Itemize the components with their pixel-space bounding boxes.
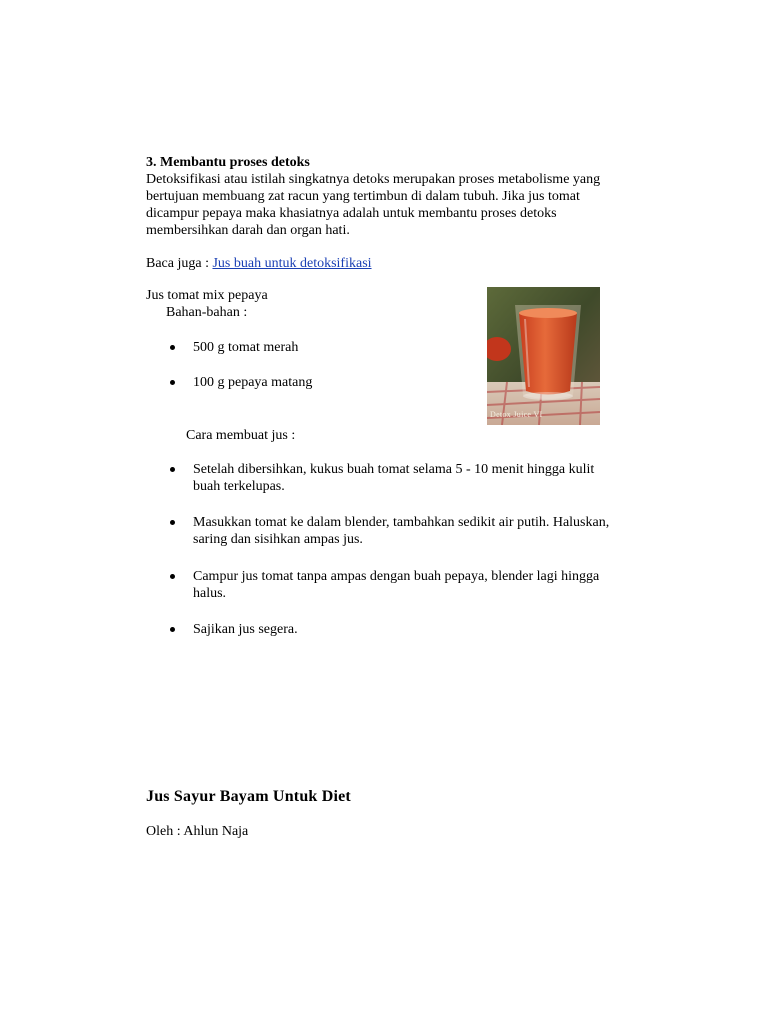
article-title: Jus Sayur Bayam Untuk Diet (146, 788, 351, 805)
read-also-link[interactable]: Jus buah untuk detoksifikasi (212, 256, 372, 271)
ingredient-text: 100 g pepaya matang (193, 375, 313, 390)
list-item (170, 621, 660, 638)
bullet-icon (170, 345, 175, 350)
list-item (170, 514, 660, 548)
bullet-icon (170, 627, 175, 632)
read-also-prefix: Baca juga : (146, 256, 213, 271)
step-text: Sajikan jus segera. (193, 622, 298, 637)
list-item (170, 461, 660, 495)
step-text: Campur jus tomat tanpa ampas dengan buah pepaya, blender lagi hingga (193, 569, 600, 584)
bullet-icon (170, 467, 175, 472)
bullet-icon (170, 520, 175, 525)
step-text: buah terkelupas. (193, 479, 285, 494)
step-text: Setelah dibersihkan, kukus buah tomat selama 5 - 10 menit hingga kulit (193, 462, 595, 477)
ingredient-text: 500 g tomat merah (193, 340, 299, 355)
step-text: halus. (193, 586, 227, 601)
ingredients-label: Bahan-bahan : (166, 305, 248, 320)
list-item (170, 568, 660, 602)
bullet-icon (170, 380, 175, 385)
article-byline: Oleh : Ahlun Naja (146, 824, 249, 839)
paragraph-line: Detoksifikasi atau istilah singkatnya detoks merupakan proses metabolisme yang (146, 172, 601, 187)
paragraph-line: dicampur pepaya maka khasiatnya adalah untuk membantu proses detoks (146, 206, 557, 221)
juice-photo (487, 287, 600, 425)
recipe-title: Jus tomat mix pepaya (146, 288, 268, 303)
juice-glass-image (487, 287, 600, 425)
read-also (146, 255, 666, 272)
paragraph-line: membersihkan darah dan organ hati. (146, 223, 350, 238)
paragraph-line: bertujuan membuang zat racun yang tertimbun di dalam tubuh. Jika jus tomat (146, 189, 580, 204)
method-label: Cara membuat jus : (186, 428, 296, 443)
step-text: Masukkan tomat ke dalam blender, tambahkan sedikit air putih. Haluskan, (193, 515, 610, 530)
section-heading: 3. Membantu proses detoks (146, 155, 310, 170)
step-text: saring dan sisihkan ampas jus. (193, 532, 363, 547)
bullet-icon (170, 574, 175, 579)
photo-caption: Detox Juice VI (490, 410, 543, 419)
